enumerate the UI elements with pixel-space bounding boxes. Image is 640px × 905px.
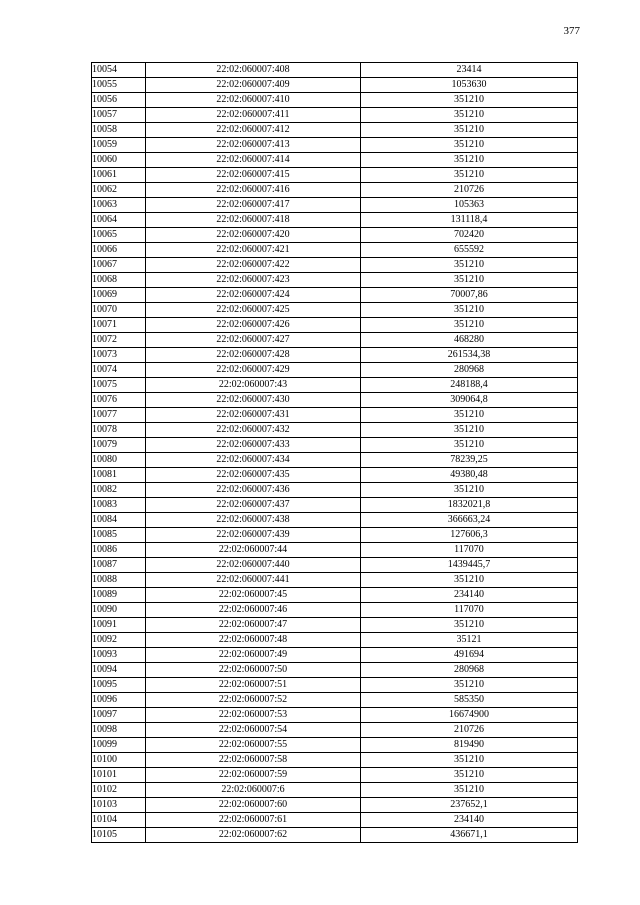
row-number-cell: 10062 — [92, 183, 146, 198]
table-row — [92, 573, 578, 588]
value-cell: 468280 — [361, 333, 578, 348]
row-number-cell: 10095 — [92, 678, 146, 693]
table-row — [92, 768, 578, 783]
cadastral-number-cell: 22:02:060007:417 — [146, 198, 361, 213]
table-row — [92, 273, 578, 288]
value-cell: 351210 — [361, 573, 578, 588]
row-number-cell: 10066 — [92, 243, 146, 258]
value-cell: 78239,25 — [361, 453, 578, 468]
row-number-cell: 10085 — [92, 528, 146, 543]
table-row — [92, 333, 578, 348]
row-number-cell: 10074 — [92, 363, 146, 378]
table-row — [92, 663, 578, 678]
cadastral-number-cell: 22:02:060007:58 — [146, 753, 361, 768]
row-number-cell: 10083 — [92, 498, 146, 513]
cadastral-number-cell: 22:02:060007:409 — [146, 78, 361, 93]
cadastral-number-cell: 22:02:060007:425 — [146, 303, 361, 318]
row-number-cell: 10098 — [92, 723, 146, 738]
table-row — [92, 813, 578, 828]
cadastral-number-cell: 22:02:060007:45 — [146, 588, 361, 603]
cadastral-number-cell: 22:02:060007:61 — [146, 813, 361, 828]
value-cell: 351210 — [361, 123, 578, 138]
value-cell: 351210 — [361, 273, 578, 288]
table-row — [92, 348, 578, 363]
table-row — [92, 168, 578, 183]
cadastral-number-cell: 22:02:060007:420 — [146, 228, 361, 243]
cadastral-number-cell: 22:02:060007:430 — [146, 393, 361, 408]
table-row — [92, 738, 578, 753]
row-number-cell: 10105 — [92, 828, 146, 843]
value-cell: 70007,86 — [361, 288, 578, 303]
table-row — [92, 183, 578, 198]
cadastral-number-cell: 22:02:060007:412 — [146, 123, 361, 138]
row-number-cell: 10082 — [92, 483, 146, 498]
table-row — [92, 633, 578, 648]
row-number-cell: 10061 — [92, 168, 146, 183]
table-row — [92, 288, 578, 303]
row-number-cell: 10086 — [92, 543, 146, 558]
cadastral-number-cell: 22:02:060007:47 — [146, 618, 361, 633]
value-cell: 351210 — [361, 483, 578, 498]
table-row — [92, 723, 578, 738]
cadastral-number-cell: 22:02:060007:424 — [146, 288, 361, 303]
row-number-cell: 10073 — [92, 348, 146, 363]
value-cell: 351210 — [361, 618, 578, 633]
cadastral-number-cell: 22:02:060007:51 — [146, 678, 361, 693]
value-cell: 280968 — [361, 663, 578, 678]
value-cell: 351210 — [361, 108, 578, 123]
value-cell: 117070 — [361, 603, 578, 618]
cadastral-number-cell: 22:02:060007:436 — [146, 483, 361, 498]
cadastral-number-cell: 22:02:060007:416 — [146, 183, 361, 198]
cadastral-number-cell: 22:02:060007:48 — [146, 633, 361, 648]
row-number-cell: 10080 — [92, 453, 146, 468]
value-cell: 210726 — [361, 183, 578, 198]
row-number-cell: 10054 — [92, 63, 146, 78]
table-row — [92, 648, 578, 663]
cadastral-number-cell: 22:02:060007:413 — [146, 138, 361, 153]
row-number-cell: 10089 — [92, 588, 146, 603]
table-row — [92, 318, 578, 333]
table-row — [92, 153, 578, 168]
table-row — [92, 138, 578, 153]
row-number-cell: 10076 — [92, 393, 146, 408]
cadastral-number-cell: 22:02:060007:62 — [146, 828, 361, 843]
value-cell: 234140 — [361, 588, 578, 603]
value-cell: 351210 — [361, 303, 578, 318]
cadastral-number-cell: 22:02:060007:433 — [146, 438, 361, 453]
value-cell: 351210 — [361, 423, 578, 438]
table-row — [92, 708, 578, 723]
cadastral-number-cell: 22:02:060007:408 — [146, 63, 361, 78]
table-row — [92, 693, 578, 708]
row-number-cell: 10064 — [92, 213, 146, 228]
cadastral-number-cell: 22:02:060007:429 — [146, 363, 361, 378]
cadastral-number-cell: 22:02:060007:60 — [146, 798, 361, 813]
row-number-cell: 10070 — [92, 303, 146, 318]
value-cell: 117070 — [361, 543, 578, 558]
table-row — [92, 468, 578, 483]
table-row — [92, 798, 578, 813]
value-cell: 351210 — [361, 258, 578, 273]
value-cell: 105363 — [361, 198, 578, 213]
cadastral-number-cell: 22:02:060007:415 — [146, 168, 361, 183]
cadastral-number-cell: 22:02:060007:428 — [146, 348, 361, 363]
row-number-cell: 10088 — [92, 573, 146, 588]
table-row — [92, 483, 578, 498]
value-cell: 234140 — [361, 813, 578, 828]
value-cell: 351210 — [361, 783, 578, 798]
table-row — [92, 408, 578, 423]
value-cell: 491694 — [361, 648, 578, 663]
row-number-cell: 10104 — [92, 813, 146, 828]
cadastral-number-cell: 22:02:060007:437 — [146, 498, 361, 513]
table-row — [92, 393, 578, 408]
cadastral-number-cell: 22:02:060007:44 — [146, 543, 361, 558]
row-number-cell: 10081 — [92, 468, 146, 483]
table-row — [92, 498, 578, 513]
cadastral-number-cell: 22:02:060007:422 — [146, 258, 361, 273]
value-cell: 261534,38 — [361, 348, 578, 363]
table-row — [92, 123, 578, 138]
value-cell: 351210 — [361, 678, 578, 693]
cadastral-number-cell: 22:02:060007:410 — [146, 93, 361, 108]
value-cell: 351210 — [361, 153, 578, 168]
value-cell: 280968 — [361, 363, 578, 378]
table-row — [92, 543, 578, 558]
cadastral-number-cell: 22:02:060007:55 — [146, 738, 361, 753]
cadastral-number-cell: 22:02:060007:427 — [146, 333, 361, 348]
table-row — [92, 213, 578, 228]
row-number-cell: 10069 — [92, 288, 146, 303]
row-number-cell: 10103 — [92, 798, 146, 813]
value-cell: 248188,4 — [361, 378, 578, 393]
row-number-cell: 10090 — [92, 603, 146, 618]
cadastral-number-cell: 22:02:060007:426 — [146, 318, 361, 333]
value-cell: 351210 — [361, 138, 578, 153]
cadastral-number-cell: 22:02:060007:6 — [146, 783, 361, 798]
table-row — [92, 828, 578, 843]
cadastral-number-cell: 22:02:060007:441 — [146, 573, 361, 588]
value-cell: 351210 — [361, 168, 578, 183]
cadastral-number-cell: 22:02:060007:435 — [146, 468, 361, 483]
table-row — [92, 243, 578, 258]
value-cell: 351210 — [361, 768, 578, 783]
row-number-cell: 10093 — [92, 648, 146, 663]
value-cell: 1053630 — [361, 78, 578, 93]
value-cell: 819490 — [361, 738, 578, 753]
row-number-cell: 10102 — [92, 783, 146, 798]
table-row — [92, 78, 578, 93]
row-number-cell: 10067 — [92, 258, 146, 273]
table-row — [92, 63, 578, 78]
cadastral-number-cell: 22:02:060007:411 — [146, 108, 361, 123]
row-number-cell: 10096 — [92, 693, 146, 708]
row-number-cell: 10091 — [92, 618, 146, 633]
row-number-cell: 10087 — [92, 558, 146, 573]
cadastral-number-cell: 22:02:060007:52 — [146, 693, 361, 708]
row-number-cell: 10100 — [92, 753, 146, 768]
value-cell: 16674900 — [361, 708, 578, 723]
cadastral-number-cell: 22:02:060007:421 — [146, 243, 361, 258]
value-cell: 309064,8 — [361, 393, 578, 408]
row-number-cell: 10057 — [92, 108, 146, 123]
row-number-cell: 10094 — [92, 663, 146, 678]
cadastral-number-cell: 22:02:060007:418 — [146, 213, 361, 228]
cadastral-number-cell: 22:02:060007:53 — [146, 708, 361, 723]
cadastral-number-cell: 22:02:060007:59 — [146, 768, 361, 783]
row-number-cell: 10060 — [92, 153, 146, 168]
row-number-cell: 10055 — [92, 78, 146, 93]
value-cell: 351210 — [361, 318, 578, 333]
row-number-cell: 10056 — [92, 93, 146, 108]
row-number-cell: 10075 — [92, 378, 146, 393]
data-table — [91, 62, 578, 843]
row-number-cell: 10084 — [92, 513, 146, 528]
value-cell: 1832021,8 — [361, 498, 578, 513]
value-cell: 237652,1 — [361, 798, 578, 813]
value-cell: 351210 — [361, 753, 578, 768]
row-number-cell: 10063 — [92, 198, 146, 213]
cadastral-number-cell: 22:02:060007:414 — [146, 153, 361, 168]
value-cell: 35121 — [361, 633, 578, 648]
value-cell: 436671,1 — [361, 828, 578, 843]
row-number-cell: 10068 — [92, 273, 146, 288]
table-row — [92, 228, 578, 243]
row-number-cell: 10101 — [92, 768, 146, 783]
table-row — [92, 618, 578, 633]
value-cell: 351210 — [361, 93, 578, 108]
cadastral-number-cell: 22:02:060007:431 — [146, 408, 361, 423]
value-cell: 585350 — [361, 693, 578, 708]
table-row — [92, 783, 578, 798]
table-row — [92, 198, 578, 213]
cadastral-number-cell: 22:02:060007:434 — [146, 453, 361, 468]
table-row — [92, 513, 578, 528]
cadastral-number-cell: 22:02:060007:439 — [146, 528, 361, 543]
row-number-cell: 10077 — [92, 408, 146, 423]
value-cell: 351210 — [361, 438, 578, 453]
table-row — [92, 528, 578, 543]
value-cell: 1439445,7 — [361, 558, 578, 573]
cadastral-number-cell: 22:02:060007:49 — [146, 648, 361, 663]
row-number-cell: 10059 — [92, 138, 146, 153]
table-row — [92, 588, 578, 603]
row-number-cell: 10097 — [92, 708, 146, 723]
row-number-cell: 10072 — [92, 333, 146, 348]
table-row — [92, 93, 578, 108]
table-body — [92, 63, 578, 843]
row-number-cell: 10099 — [92, 738, 146, 753]
cadastral-number-cell: 22:02:060007:54 — [146, 723, 361, 738]
cadastral-number-cell: 22:02:060007:46 — [146, 603, 361, 618]
row-number-cell: 10071 — [92, 318, 146, 333]
table-row — [92, 753, 578, 768]
table-row — [92, 423, 578, 438]
table-row — [92, 363, 578, 378]
value-cell: 210726 — [361, 723, 578, 738]
row-number-cell: 10079 — [92, 438, 146, 453]
table-row — [92, 558, 578, 573]
table-row — [92, 453, 578, 468]
table-row — [92, 108, 578, 123]
row-number-cell: 10058 — [92, 123, 146, 138]
table-row — [92, 678, 578, 693]
cadastral-number-cell: 22:02:060007:43 — [146, 378, 361, 393]
table-row — [92, 303, 578, 318]
value-cell: 655592 — [361, 243, 578, 258]
cadastral-number-cell: 22:02:060007:438 — [146, 513, 361, 528]
value-cell: 702420 — [361, 228, 578, 243]
page-number: 377 — [563, 25, 580, 37]
cadastral-number-cell: 22:02:060007:440 — [146, 558, 361, 573]
cadastral-number-cell: 22:02:060007:50 — [146, 663, 361, 678]
cadastral-number-cell: 22:02:060007:432 — [146, 423, 361, 438]
value-cell: 127606,3 — [361, 528, 578, 543]
table-row — [92, 438, 578, 453]
row-number-cell: 10065 — [92, 228, 146, 243]
value-cell: 366663,24 — [361, 513, 578, 528]
value-cell: 23414 — [361, 63, 578, 78]
row-number-cell: 10092 — [92, 633, 146, 648]
value-cell: 49380,48 — [361, 468, 578, 483]
value-cell: 351210 — [361, 408, 578, 423]
cadastral-number-cell: 22:02:060007:423 — [146, 273, 361, 288]
value-cell: 131118,4 — [361, 213, 578, 228]
table-row — [92, 258, 578, 273]
table-row — [92, 378, 578, 393]
row-number-cell: 10078 — [92, 423, 146, 438]
table-row — [92, 603, 578, 618]
